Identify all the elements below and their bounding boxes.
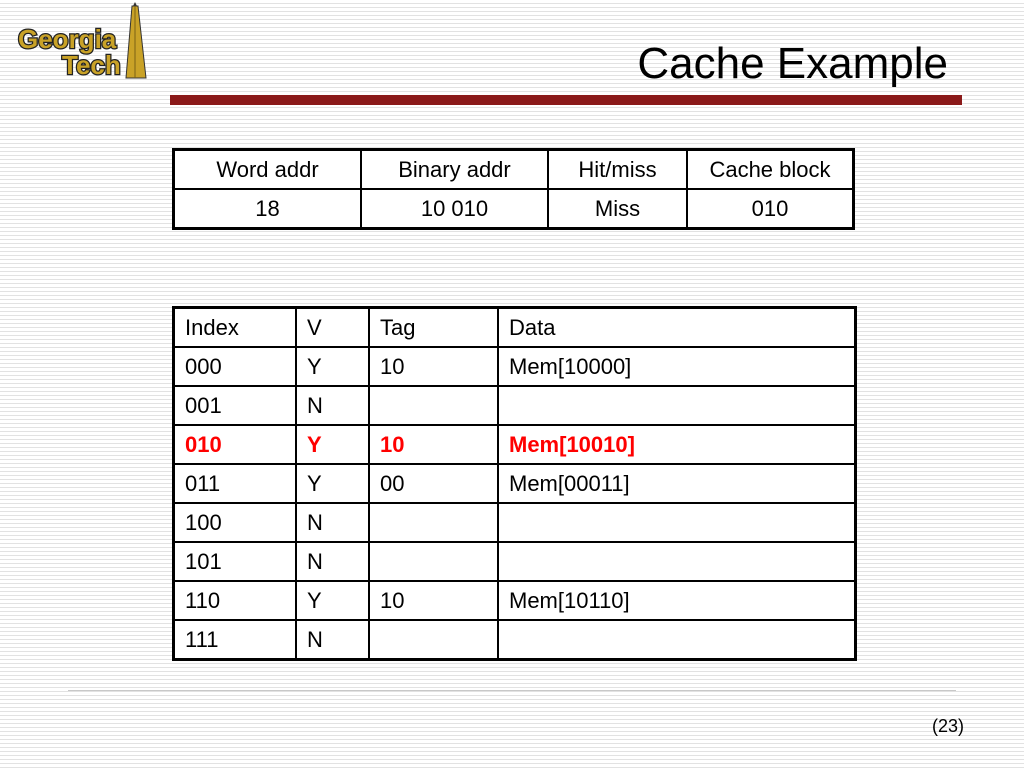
access-table-row	[174, 189, 854, 229]
cache-header-valid: V	[296, 308, 369, 348]
cache-cell-valid: Y	[296, 464, 369, 503]
cache-cell-data	[498, 620, 856, 660]
logo-text-tech: Tech	[62, 50, 121, 80]
access-table	[172, 148, 855, 230]
access-cell-cache-block: 010	[687, 189, 854, 229]
cache-cell-data: Mem[10000]	[498, 347, 856, 386]
cache-table-row	[174, 386, 856, 425]
cache-cell-index: 010	[174, 425, 297, 464]
cache-cell-valid: N	[296, 503, 369, 542]
cache-cell-valid: N	[296, 386, 369, 425]
cache-table-row	[174, 347, 856, 386]
cache-table-row	[174, 542, 856, 581]
cache-cell-tag: 10	[369, 425, 498, 464]
access-header-hit-miss: Hit/miss	[548, 150, 687, 190]
cache-header-tag: Tag	[369, 308, 498, 348]
cache-cell-tag	[369, 542, 498, 581]
cache-cell-valid: Y	[296, 347, 369, 386]
cache-cell-index: 111	[174, 620, 297, 660]
cache-table-row	[174, 464, 856, 503]
cache-cell-tag: 10	[369, 347, 498, 386]
cache-cell-tag	[369, 620, 498, 660]
cache-cell-valid: Y	[296, 425, 369, 464]
cache-cell-tag	[369, 386, 498, 425]
cache-table-row	[174, 620, 856, 660]
cache-header-index: Index	[174, 308, 297, 348]
cache-cell-index: 101	[174, 542, 297, 581]
cache-table-row	[174, 503, 856, 542]
cache-cell-tag	[369, 503, 498, 542]
cache-header-data: Data	[498, 308, 856, 348]
access-cell-word-addr: 18	[174, 189, 362, 229]
access-table-header-row	[174, 150, 854, 190]
slide-title: Cache Example	[637, 39, 948, 88]
footer-divider	[68, 690, 956, 691]
cache-table-header-row	[174, 308, 856, 348]
access-cell-binary-addr: 10 010	[361, 189, 548, 229]
cache-cell-data	[498, 386, 856, 425]
cache-cell-valid: N	[296, 542, 369, 581]
access-header-word-addr: Word addr	[174, 150, 362, 190]
cache-cell-data	[498, 542, 856, 581]
access-cell-hit-miss: Miss	[548, 189, 687, 229]
cache-cell-data: Mem[10010]	[498, 425, 856, 464]
cache-cell-valid: N	[296, 620, 369, 660]
cache-cell-index: 001	[174, 386, 297, 425]
cache-cell-index: 110	[174, 581, 297, 620]
georgia-tech-logo	[14, 2, 154, 82]
cache-cell-index: 100	[174, 503, 297, 542]
title-underline-bar	[170, 95, 962, 105]
logo-text-georgia: Georgia	[18, 24, 117, 54]
cache-cell-data: Mem[00011]	[498, 464, 856, 503]
cache-cell-valid: Y	[296, 581, 369, 620]
cache-table	[172, 306, 857, 661]
cache-cell-data: Mem[10110]	[498, 581, 856, 620]
cache-cell-index: 011	[174, 464, 297, 503]
cache-cell-tag: 10	[369, 581, 498, 620]
cache-table-row-highlighted	[174, 425, 856, 464]
access-header-cache-block: Cache block	[687, 150, 854, 190]
cache-table-row	[174, 581, 856, 620]
cache-cell-tag: 00	[369, 464, 498, 503]
access-header-binary-addr: Binary addr	[361, 150, 548, 190]
cache-cell-data	[498, 503, 856, 542]
cache-cell-index: 000	[174, 347, 297, 386]
page-number: (23)	[931, 716, 964, 736]
